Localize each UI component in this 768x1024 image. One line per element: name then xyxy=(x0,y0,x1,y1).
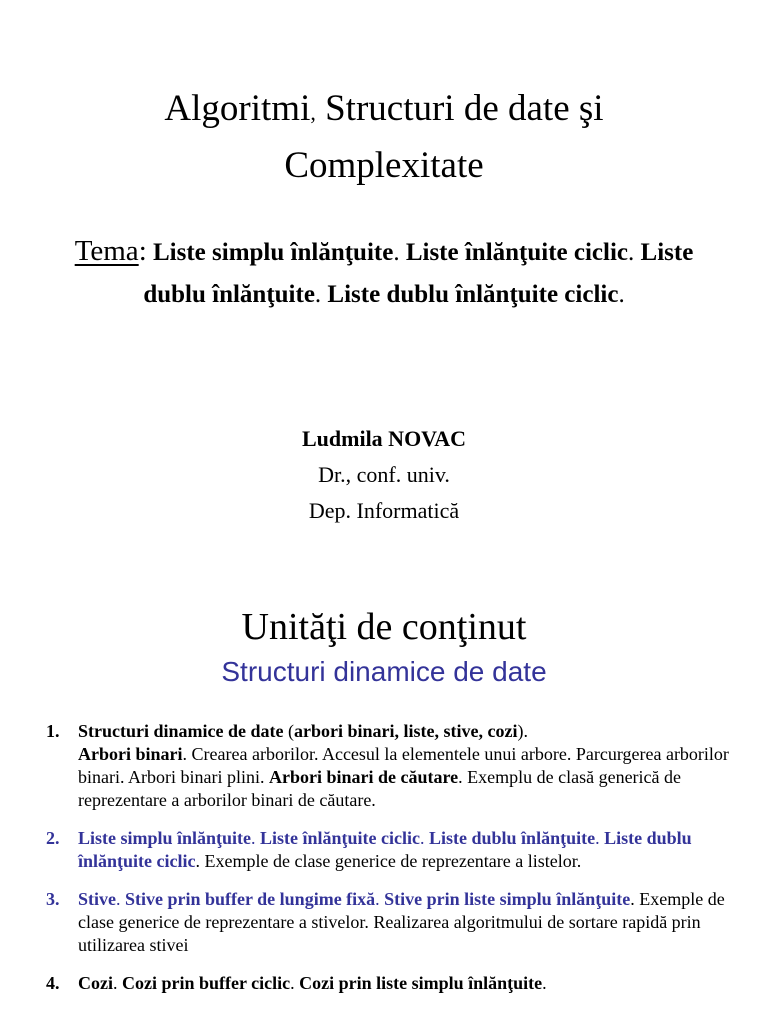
item2-e: Liste dublu înlănţuite xyxy=(429,828,596,848)
title-line-2: Complexitate xyxy=(284,145,484,186)
item1-c: arbori binari, liste, stive, cozi xyxy=(293,721,518,741)
list-item-number: 2. xyxy=(46,828,60,848)
item2-f: . xyxy=(595,828,605,848)
item4-e: Cozi prin liste simplu înlănţuite xyxy=(299,973,543,993)
item4-d: . xyxy=(290,973,300,993)
author-name: Ludmila NOVAC xyxy=(301,426,467,451)
item4-a: Cozi xyxy=(78,973,113,993)
author-title: Dr., conf. univ. xyxy=(318,462,450,487)
item3-e: Stive prin liste simplu înlănţuite xyxy=(384,889,631,909)
topic-text xyxy=(143,239,693,308)
topic-d4: . xyxy=(618,281,625,308)
topic-label: Tema xyxy=(74,235,139,267)
list-item xyxy=(46,888,758,957)
item4-c: Cozi prin buffer ciclic xyxy=(122,973,291,993)
item3-f: . Exemple de clase generice de reprezentare a stivelor. Realizarea algoritmului de sortare rapidă prin utilizarea stivei xyxy=(78,889,725,955)
item1-g: Arbori binari de căutare xyxy=(268,767,459,787)
content-list xyxy=(46,720,758,1010)
item3-a: Stive xyxy=(78,889,116,909)
list-item-number: 1. xyxy=(46,721,60,741)
title-part-2: Structuri de date şi xyxy=(315,88,604,129)
item4-b: . xyxy=(113,973,122,993)
title-part-1: Algoritmi xyxy=(164,88,311,129)
author-department: Dep. Informatică xyxy=(308,498,460,523)
title-comma: , xyxy=(310,100,316,125)
item3-d: . xyxy=(375,889,385,909)
item1-f: . Crearea arborilor. Accesul la elementele unui arbore. Parcurgerea arborilor binari. Arbori binari plini. xyxy=(78,744,729,787)
item2-c: Liste înlănţuite ciclic xyxy=(260,828,421,848)
item1-h: . Exemplu de clasă generică de reprezentare a arborilor binari de căutare. xyxy=(78,767,682,810)
item2-h: . Exemple de clase generice de reprezentare a listelor. xyxy=(195,851,582,871)
list-item-number: 4. xyxy=(46,973,60,993)
author-block xyxy=(0,421,768,529)
list-item xyxy=(46,720,758,812)
item1-a: Structuri dinamice de date xyxy=(78,721,284,741)
list-item xyxy=(46,827,758,873)
item1-b: ( xyxy=(283,721,294,741)
topic-s2: Liste înlănţuite ciclic xyxy=(405,239,629,266)
topic-s4: Liste dublu înlănţuite ciclic xyxy=(327,281,619,308)
topic-d3: . xyxy=(314,281,322,308)
item4-f: . xyxy=(542,973,547,993)
section-title: Unităţi de conţinut xyxy=(241,606,527,648)
item3-c: Stive prin buffer de lungime fixă xyxy=(125,889,376,909)
item3-b: . xyxy=(116,889,125,909)
topic-s1: Liste simplu înlănţuite xyxy=(153,239,394,266)
item1-d: ). xyxy=(517,721,528,741)
list-item xyxy=(46,972,758,995)
item2-d: . xyxy=(420,828,430,848)
list-item-number: 3. xyxy=(46,889,60,909)
item2-b: . xyxy=(251,828,261,848)
item2-g: Liste dublu înlănţuite ciclic xyxy=(78,828,692,871)
topic-d1: . xyxy=(393,239,400,266)
title-line-1 xyxy=(0,82,768,139)
topic-s3: Liste dublu înlănţuite xyxy=(143,239,694,308)
item2-a: Liste simplu înlănţuite xyxy=(78,828,252,848)
topic-colon: : xyxy=(138,235,147,267)
topic-block xyxy=(60,230,708,316)
topic-d2: . xyxy=(628,239,635,266)
section-subtitle: Structuri dinamice de date xyxy=(221,656,547,687)
document-title xyxy=(0,82,768,192)
item1-e: Arbori binari xyxy=(78,744,183,764)
